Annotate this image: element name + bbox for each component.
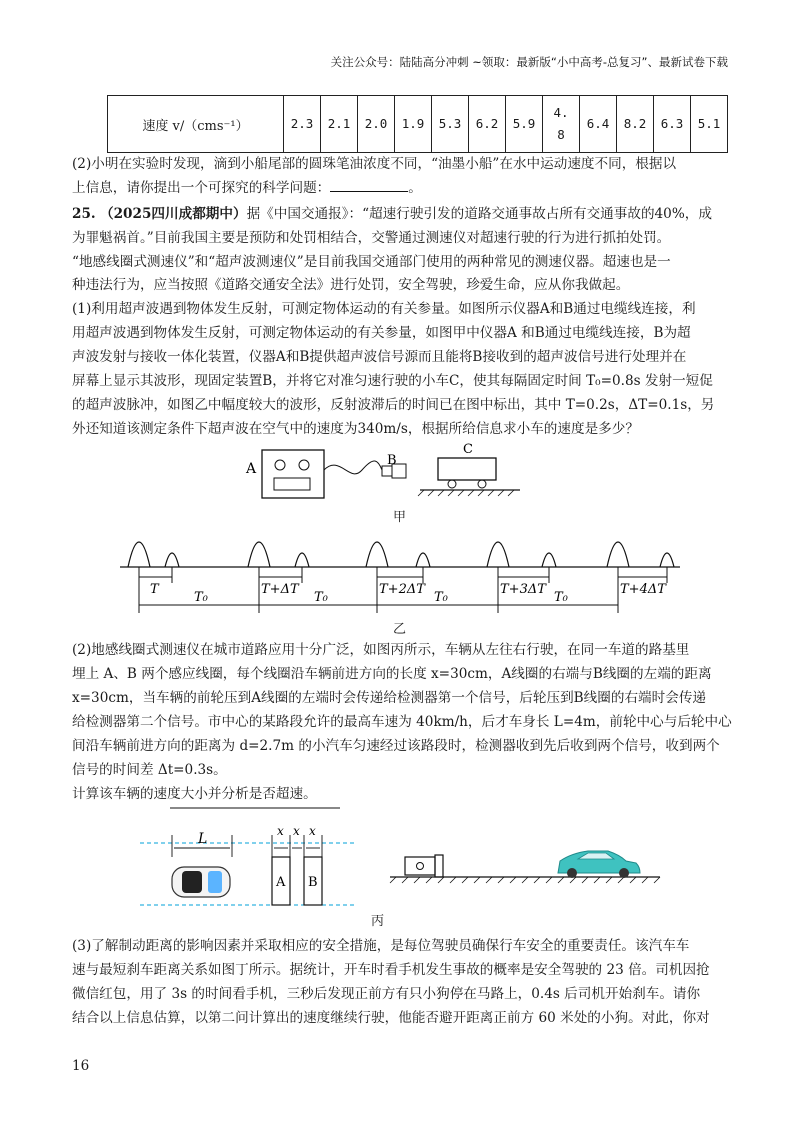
speed-cell: 2.3 xyxy=(284,96,321,153)
echo-pulse xyxy=(165,553,179,567)
figure-jia xyxy=(230,440,530,520)
device-a-label: A xyxy=(246,461,257,477)
speed-cell: 4. 8 xyxy=(543,96,580,153)
speed-cell: 5.9 xyxy=(506,96,543,153)
echo-pulse xyxy=(660,553,674,567)
speed-cell: 1.9 xyxy=(395,96,432,153)
car-length-label: L xyxy=(198,831,208,847)
q25-part2-line: x=30cm，当车辆的前轮压到A线圈的左端时会传递给检测器第一个信号，后轮压到B线圈的右端时会传递 xyxy=(72,690,707,706)
car-c-body xyxy=(438,458,496,480)
q25-part3-line: (3)了解制动距离的影响因素并采取相应的安全措施，是每位驾驶员确保行车安全的重要责任。该汽车车 xyxy=(72,938,690,954)
car-top-view-icon xyxy=(172,867,230,897)
speed-cell: 6.4 xyxy=(580,96,617,153)
big-pulse xyxy=(248,542,270,567)
speed-table xyxy=(107,95,728,153)
device-b-label: B xyxy=(387,453,397,468)
length-markers xyxy=(172,835,322,865)
q25-part3-line: 速与最短刹车距离关系如图丁所示。据统计，开车时看手机发生事故的概率是安全驾驶的 23 倍。司机因抢 xyxy=(72,962,710,978)
q25-part2-line: (2)地感线圈式测速仪在城市道路应用十分广泛，如图丙所示，车辆从左往右行驶，在同一车道的路基里 xyxy=(72,642,690,658)
ground-hatch xyxy=(418,490,514,496)
coil-a-label: A xyxy=(276,875,286,890)
knob-icon xyxy=(275,460,285,470)
interval-label: T+3ΔT xyxy=(500,582,546,597)
speed-camera-icon xyxy=(405,855,443,877)
q25-part1-line: 屏幕上显示其波形，现固定装置B，并将它对准匀速行驶的小车C，使其每隔固定时间 T₀=0.8s 发射一短促 xyxy=(72,373,713,389)
question-source: （2025四川成都期中） xyxy=(99,206,247,222)
q25-part1-line: 用超声波遇到物体发生反射，可测定物体运动的有关参量，如图甲中仪器A 和B通过电缆线连接，B为超 xyxy=(72,325,691,341)
car-side-view-icon xyxy=(558,851,640,878)
road-hatch xyxy=(390,877,660,883)
interval-label: T+ΔT xyxy=(261,582,299,597)
echo-pulse xyxy=(542,553,556,567)
q25-part1-line: 的超声波脉冲，如图乙中幅度较大的波形，反射波滞后的时间已在图中标出，其中 T=0.2s，ΔT=0.1s，另 xyxy=(72,397,715,413)
question-number: 25. xyxy=(72,206,96,222)
interval-label: T+2ΔT xyxy=(379,582,425,597)
q24-part2-line1: (2)小明在实验时发现，滴到小船尾部的圆珠笔油浓度不同，“油墨小船”在水中运动速度不同，根据以 xyxy=(72,156,677,172)
q25-part2-line: 给检测器第二个信号。市中心的某路段允许的最高车速为 40km/h，后才车身长 L=4m，前轮中心与后轮中心 xyxy=(72,714,732,730)
speed-cell: 6.3 xyxy=(654,96,691,153)
big-pulse xyxy=(366,542,388,567)
q25-part2-line: 计算该车辆的速度大小并分析是否超速。 xyxy=(72,786,317,802)
interval-label: T+4ΔT xyxy=(620,582,666,597)
q25-part2-line: 信号的时间差 Δt=0.3s。 xyxy=(72,762,227,778)
figure-caption-jia: 甲 xyxy=(393,510,407,525)
q25-part1-line: 声波发射与接收一体化装置，仪器A和B提供超声波信号源而且能将B接收到的超声波信号进行处理并在 xyxy=(72,349,687,365)
q25-part1-line: (1)利用超声波遇到物体发生反射，可测定物体运动的有关参量。如图所示仪器A和B通过电缆线连接，利 xyxy=(72,301,696,317)
q25-part1-line: 外还知道该测定条件下超声波在空气中的速度为340m/s，根据所给信息求小车的速度是多少？ xyxy=(72,421,639,437)
q24-part2-line2: 上信息，请你提出一个可探究的科学问题： 。 xyxy=(72,177,732,199)
period-label: T₀ xyxy=(194,590,208,605)
knob-icon xyxy=(299,460,309,470)
speed-cell: 5.3 xyxy=(432,96,469,153)
q25-part2-line: 间沿车辆前进方向的距离为 d=2.7m 的小汽车匀速经过该路段时，检测器收到先后收到两个信号，收到两个 xyxy=(72,738,720,754)
speed-cell: 6.2 xyxy=(469,96,506,153)
answer-blank[interactable] xyxy=(330,177,408,192)
speed-cell: 2.0 xyxy=(358,96,395,153)
screen-icon xyxy=(274,478,310,490)
speed-table-header: 速度 v/（cms⁻¹） xyxy=(108,96,284,153)
speed-cell: 8.2 xyxy=(617,96,654,153)
q25-line3: “地感线圈式测速仪”和“超声波测速仪”是目前我国交通部门使用的两种常见的测速仪器。超速也是一 xyxy=(72,254,671,270)
q25-line1: 25. （2025四川成都期中）据《中国交通报》：“超速行驶引发的道路交通事故占所有交通事故的40%，成 xyxy=(72,206,712,222)
speed-cell: 2.1 xyxy=(321,96,358,153)
big-pulse xyxy=(487,542,509,567)
q25-part3-line: 结合以上信息估算，以第二问计算出的速度继续行驶，他能否避开距离正前方 60 米处的小狗。对此，你对 xyxy=(72,1010,710,1026)
period-label: T₀ xyxy=(314,590,328,605)
coil-length-label: x xyxy=(277,824,284,838)
car-c-label: C xyxy=(463,442,473,457)
device-a-box xyxy=(262,450,324,498)
echo-pulse xyxy=(416,553,430,567)
big-pulse xyxy=(607,542,629,567)
page-number: 16 xyxy=(72,1058,90,1074)
interval-label: T xyxy=(150,582,159,597)
coil-gap-label: x xyxy=(293,824,300,838)
coil-b-label: B xyxy=(308,875,318,890)
q25-line2: 为罪魁祸首。”目前我国主要是预防和处罚相结合，交警通过测速仪对超速行驶的行为进行抓拍处罚。 xyxy=(72,230,671,246)
coil-length-label: x xyxy=(309,824,316,838)
pulse-waves xyxy=(128,542,674,567)
figure-yi xyxy=(110,525,690,620)
q25-line4: 种违法行为，应当按照《道路交通安全法》进行处罚，安全驾驶，珍爱生命，应从你我做起。 xyxy=(72,277,630,293)
q25-part3-line: 微信红包，用了 3s 的时间看手机，三秒后发现正前方有只小狗停在马路上，0.4s 后司机开始刹车。请你 xyxy=(72,986,701,1002)
figure-bing xyxy=(140,805,670,915)
wheel-icon xyxy=(478,480,486,488)
big-pulse xyxy=(128,542,150,567)
period-label: T₀ xyxy=(554,590,568,605)
page-header: 关注公众号：陆陆高分冲刺 ~领取：最新版“小中高考-总复习”、最新试卷下载 xyxy=(330,55,728,69)
figure-caption-bing: 丙 xyxy=(371,914,385,929)
figure-caption-yi: 乙 xyxy=(393,622,407,637)
wheel-icon xyxy=(448,480,456,488)
cable xyxy=(324,461,382,474)
period-label: T₀ xyxy=(434,590,448,605)
echo-pulse xyxy=(295,553,309,567)
speed-cell: 5.1 xyxy=(691,96,728,153)
q25-part2-line: 埋上 A、B 两个感应线圈，每个线圈沿车辆前进方向的长度 x=30cm，A线圈的右端与B线圈的左端的距离 xyxy=(72,666,712,682)
